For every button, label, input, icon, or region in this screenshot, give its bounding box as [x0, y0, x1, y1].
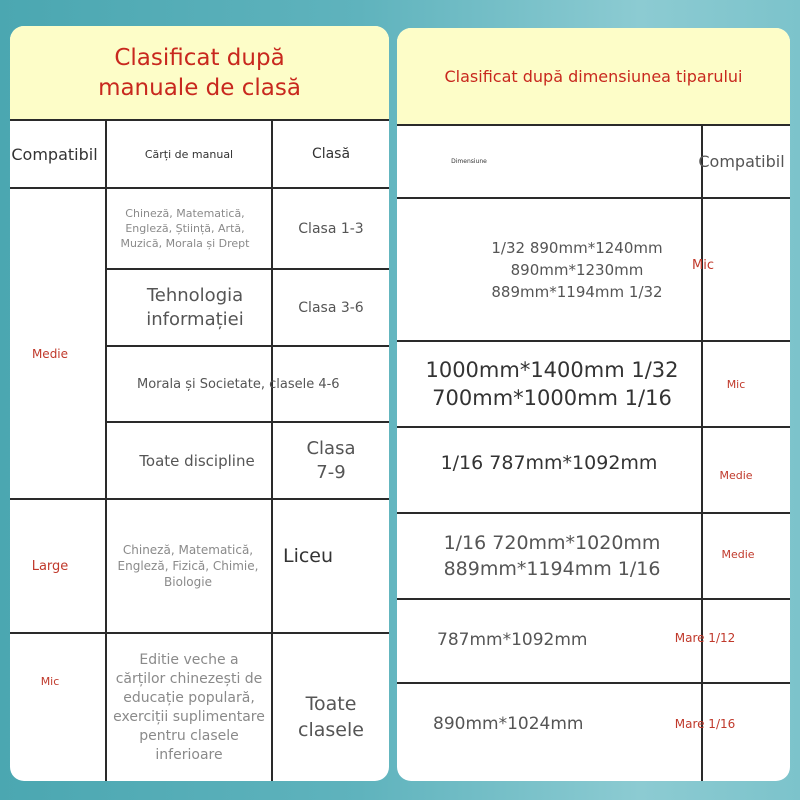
grade-cell: Liceu	[283, 545, 334, 567]
books-cell: Editie veche a cărților chinezești de educație populară, exerciții suplimentare pentru clasele inferioare	[113, 651, 265, 763]
size-cell	[467, 199, 687, 340]
size-cell	[397, 684, 637, 764]
size-line: 1/32 890mm*1240mm	[491, 238, 663, 257]
header-size: Dimensiune	[451, 158, 487, 165]
compatible-cell: Mic	[692, 258, 714, 273]
grade-cell: Clasa 7-9	[306, 437, 356, 483]
size-cell	[397, 428, 701, 498]
header-grade: Clasă	[311, 146, 351, 162]
size-line: 1000mm*1400mm 1/32	[425, 358, 679, 382]
compatible-cell: Medie	[719, 468, 753, 482]
grade-cell: Toate clasele	[298, 692, 364, 741]
compatible-cell: Medie	[721, 547, 755, 561]
books-cell: Toate discipline	[139, 451, 255, 470]
size-line: 890mm*1230mm	[510, 260, 644, 279]
compatible-large: Large	[31, 558, 69, 574]
grade-cell: Clasa 3-6	[298, 299, 364, 316]
print-size-panel	[397, 28, 790, 781]
size-line: 700mm*1000mm 1/16	[432, 386, 672, 410]
header-compatible: Compatibil	[698, 152, 785, 171]
books-cell: Morala și Societate, clasele 4-6	[137, 376, 340, 392]
compatible-cell: Mic	[726, 377, 746, 391]
header-books: Cărți de manual	[144, 147, 234, 161]
size-line: 889mm*1194mm 1/16	[443, 558, 661, 580]
size-line: 890mm*1024mm	[433, 714, 584, 734]
grade-textbook-panel	[10, 26, 389, 781]
size-cell	[397, 514, 707, 598]
grade-cell: Clasa 1-3	[298, 220, 364, 237]
panel-title: Clasificat după dimensiunea tiparului	[397, 28, 790, 124]
title-line-1: Clasificat după	[114, 45, 285, 71]
compatible-medie: Medie	[31, 346, 69, 361]
panel-title	[10, 26, 389, 120]
grid-line	[397, 598, 790, 600]
size-line: 1/16 720mm*1020mm	[443, 532, 661, 554]
books-cell: Chineză, Matematică, Engleză, Fizică, Chimie, Biologie	[117, 543, 259, 589]
header-compatible: Compatibil	[11, 144, 98, 164]
size-cell	[397, 610, 637, 670]
books-cell: Tehnologia informației	[146, 284, 244, 330]
title-line-2: manuale de clasă	[98, 75, 301, 101]
size-line: 1/16 787mm*1092mm	[440, 452, 658, 474]
compatible-mic: Mic	[40, 675, 60, 688]
compatible-cell: Mare 1/16	[674, 717, 736, 731]
size-line: 889mm*1194mm 1/32	[491, 282, 663, 301]
size-line: 787mm*1092mm	[437, 630, 588, 650]
size-cell	[407, 342, 697, 426]
books-cell: Chineză, Matematică, Engleză, Știință, Artă, Muzică, Morala și Drept	[120, 207, 250, 250]
compatible-cell: Mare 1/12	[674, 631, 736, 645]
